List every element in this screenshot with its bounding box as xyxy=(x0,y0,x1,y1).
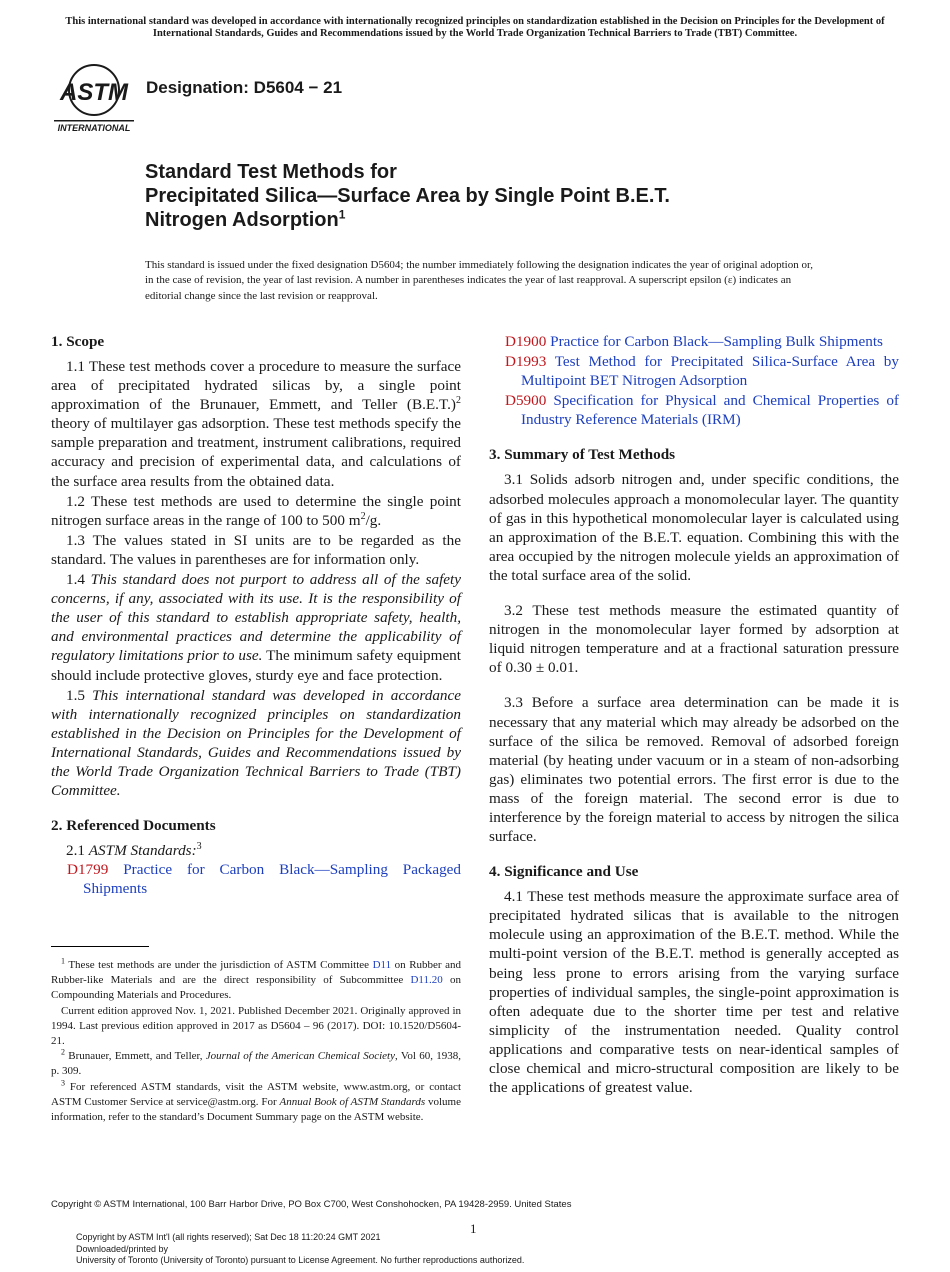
footnote-rule xyxy=(51,946,149,947)
paragraph-3-2: 3.2 These test methods measure the estimated quantity of nitrogen in the monomolecular layer formed by adsorption at liquid nitrogen temperature and at a fractional saturation pressure of 0.30 ± 0.01. xyxy=(489,602,899,677)
paragraph-1-2: 1.2 These test methods are used to determine the single point nitrogen surface areas in the range of 100 to 500 $m^2/g$. xyxy=(51,492,461,529)
section-heading-significance: 4. Significance and Use xyxy=(489,863,639,881)
title-line-3: Nitrogen Adsorption$^1$ xyxy=(145,207,346,231)
section-heading-summary: 3. Summary of Test Methods xyxy=(489,446,676,464)
section-heading-scope: 1. Scope xyxy=(51,333,105,350)
paragraph-1-4: 1.4 This standard does not purport to address all of the safety concerns, if any, associated with its use. It is the responsibility of the user of this standard to establish appropriate safety, health, and environmental practices and determine the applicability of regulatory limitations prior to use. The minimum safety equipment should include protective gloves, sturdy eye and face protection. xyxy=(51,571,462,684)
footnote-2: $^2$ Brunauer, Emmett, and Teller, Journal of the American Chemical Society, Vol 60, 1938, p. 309. xyxy=(51,1047,461,1078)
footnote-1: $^1$ These test methods are under the jurisdiction of ASTM Committee D11 on Rubber and Rubber-like Materials and are the direct responsibility of Subcommittee D11.20 on Compounding Materials and Procedures. xyxy=(51,956,462,1002)
paragraph-1-5: 1.5 This international standard was developed in accordance with internationally recognized principles on standardization established in the Decision on Principles for the Development of International Standards, Guides and Recommendations issued by the World Trade Organization Technical Barriers to Trade (TBT) Committee. xyxy=(51,686,462,800)
right-column xyxy=(489,332,899,1098)
paragraph-2-1: 2.1 ASTM Standards:$^3$ xyxy=(66,841,202,860)
designation: Designation: D5604 − 21 xyxy=(146,78,343,97)
reference-d5900[interactable]: D5900 Specification for Physical and Chemical Properties of Industry Reference Materials (IRM) xyxy=(505,392,899,429)
footnotes xyxy=(51,958,461,1125)
paragraph-4-1: 4.1 These test methods measure the approximate surface area of precipitated hydrated silicas that is available to the nitrogen molecule using an approximation of the B.E.T. method. While the multi-point version of the B.E.T. method is generally accepted as being less prone to errors arising from the varying surface properties of individual samples, the single-point approximation is often adequate due to the shorter time per test and relative simplicity of the instrumentation needed. Quality control applications and comparative tests on near-identical samples of close chemical and micro-structural composition are likely to be the applications of greatest value. xyxy=(489,888,899,1097)
copyright-line: Copyright © ASTM International, 100 Barr Harbor Drive, PO Box C700, West Conshohocken, PA 19428-2959. United States xyxy=(51,1199,572,1210)
title-line-2: Precipitated Silica—Surface Area by Single Point B.E.T. xyxy=(145,185,670,207)
license-line-2: Downloaded/printed by xyxy=(76,1243,169,1254)
paragraph-1-1: 1.1 These test methods cover a procedure to measure the surface area of precipitated hydrated silicas by, a single point approximation of the Brunauer, Emmett, and Teller $(B.E.T.)^2$ theory of multilayer gas adsorption. These test methods specify the sample preparation and treatment, instrument calibrations, required accuracy and precision of experimental data, and calculations of the surface area results from the obtained data. xyxy=(51,358,461,490)
page-number: 1 xyxy=(470,1221,477,1236)
link-d11[interactable]: D11 xyxy=(372,959,392,971)
title-line-1: Standard Test Methods for xyxy=(145,161,397,183)
top-notice: This international standard was developed in accordance with internationally recognized principles on standardization established in the Decision on Principles for the Development of International Standards, Guides and Recommendations issued by the World Trade Organization Technical Barriers to Trade (TBT) Committee. xyxy=(65,16,885,39)
license-notice xyxy=(76,1232,524,1267)
link-d11-20[interactable]: D11.20 xyxy=(410,974,443,987)
paragraph-3-1: 3.1 Solids adsorb nitrogen and, under specific conditions, the adsorbed molecules approach a monomolecular layer. The quantity of gas in this hypothetical monomolecular layer is calculated using an approximation of the B.E.T. equation. Combining this with the area occupied by the nitrogen molecule yields an approximation of the total surface area of the solid. xyxy=(489,471,899,584)
section-heading-referenced-documents: 2. Referenced Documents xyxy=(51,817,216,835)
issue-note: This standard is issued under the fixed designation D5604; the number immediately following the designation indicates the year of original adoption or, in the case of revision, the year of last revision. A number in parentheses indicates the year of last reapproval. A superscript epsilon (ε) indicates an editorial change since the last revision or reapproval. xyxy=(145,259,813,302)
paragraph-3-3: 3.3 Before a surface area determination can be made it is necessary that any material which may already be adsorbed on the surface of the silica be removed. Removal of adsorbed foreign material (by heating under vacuum or in a steam of non-adsorbing gas) eliminates two potential errors. The first error is due to the mass of the foreign material. The second error is due to interference by the foreign material to access by nitrogen the silica surface. xyxy=(489,694,899,846)
footnote-edition: Current edition approved Nov. 1, 2021. Published December 2021. Originally approved in 1994. Last previous edition approved in 2017 as D5604 – 96 (2017). DOI: 10.1520/D5604-21. xyxy=(51,1004,461,1048)
reference-d1799[interactable]: D1799 Practice for Carbon Black—Sampling Packaged Shipments xyxy=(67,861,461,898)
reference-d1993[interactable]: D1993 Test Method for Precipitated Silica-Surface Area by Multipoint BET Nitrogen Adsorption xyxy=(505,353,899,390)
license-line-3: University of Toronto (University of Toronto) pursuant to License Agreement. No further reproductions authorized. xyxy=(76,1255,525,1265)
license-line-1: Copyright by ASTM Int'l (all rights reserved); Sat Dec 18 11:20:24 GMT 2021 xyxy=(76,1232,381,1242)
astm-logo xyxy=(54,58,134,134)
reference-d1900[interactable]: D1900 Practice for Carbon Black—Sampling Bulk Shipments xyxy=(505,333,883,350)
left-column xyxy=(51,332,461,899)
document-title xyxy=(145,160,865,232)
paragraph-1-3: 1.3 The values stated in SI units are to be regarded as the standard. The values in parentheses are for information only. xyxy=(51,531,461,568)
svg-text:INTERNATIONAL: INTERNATIONAL xyxy=(57,123,131,133)
footnote-3: $^3$ For referenced ASTM standards, visit the ASTM website, www.astm.org, or contact ASTM Customer Service at service@astm.org. For Annual Book of ASTM Standards volume information, refer to the standard’s Document Summary page on the ASTM website. xyxy=(51,1077,461,1124)
svg-text:ASTM: ASTM xyxy=(60,79,128,106)
